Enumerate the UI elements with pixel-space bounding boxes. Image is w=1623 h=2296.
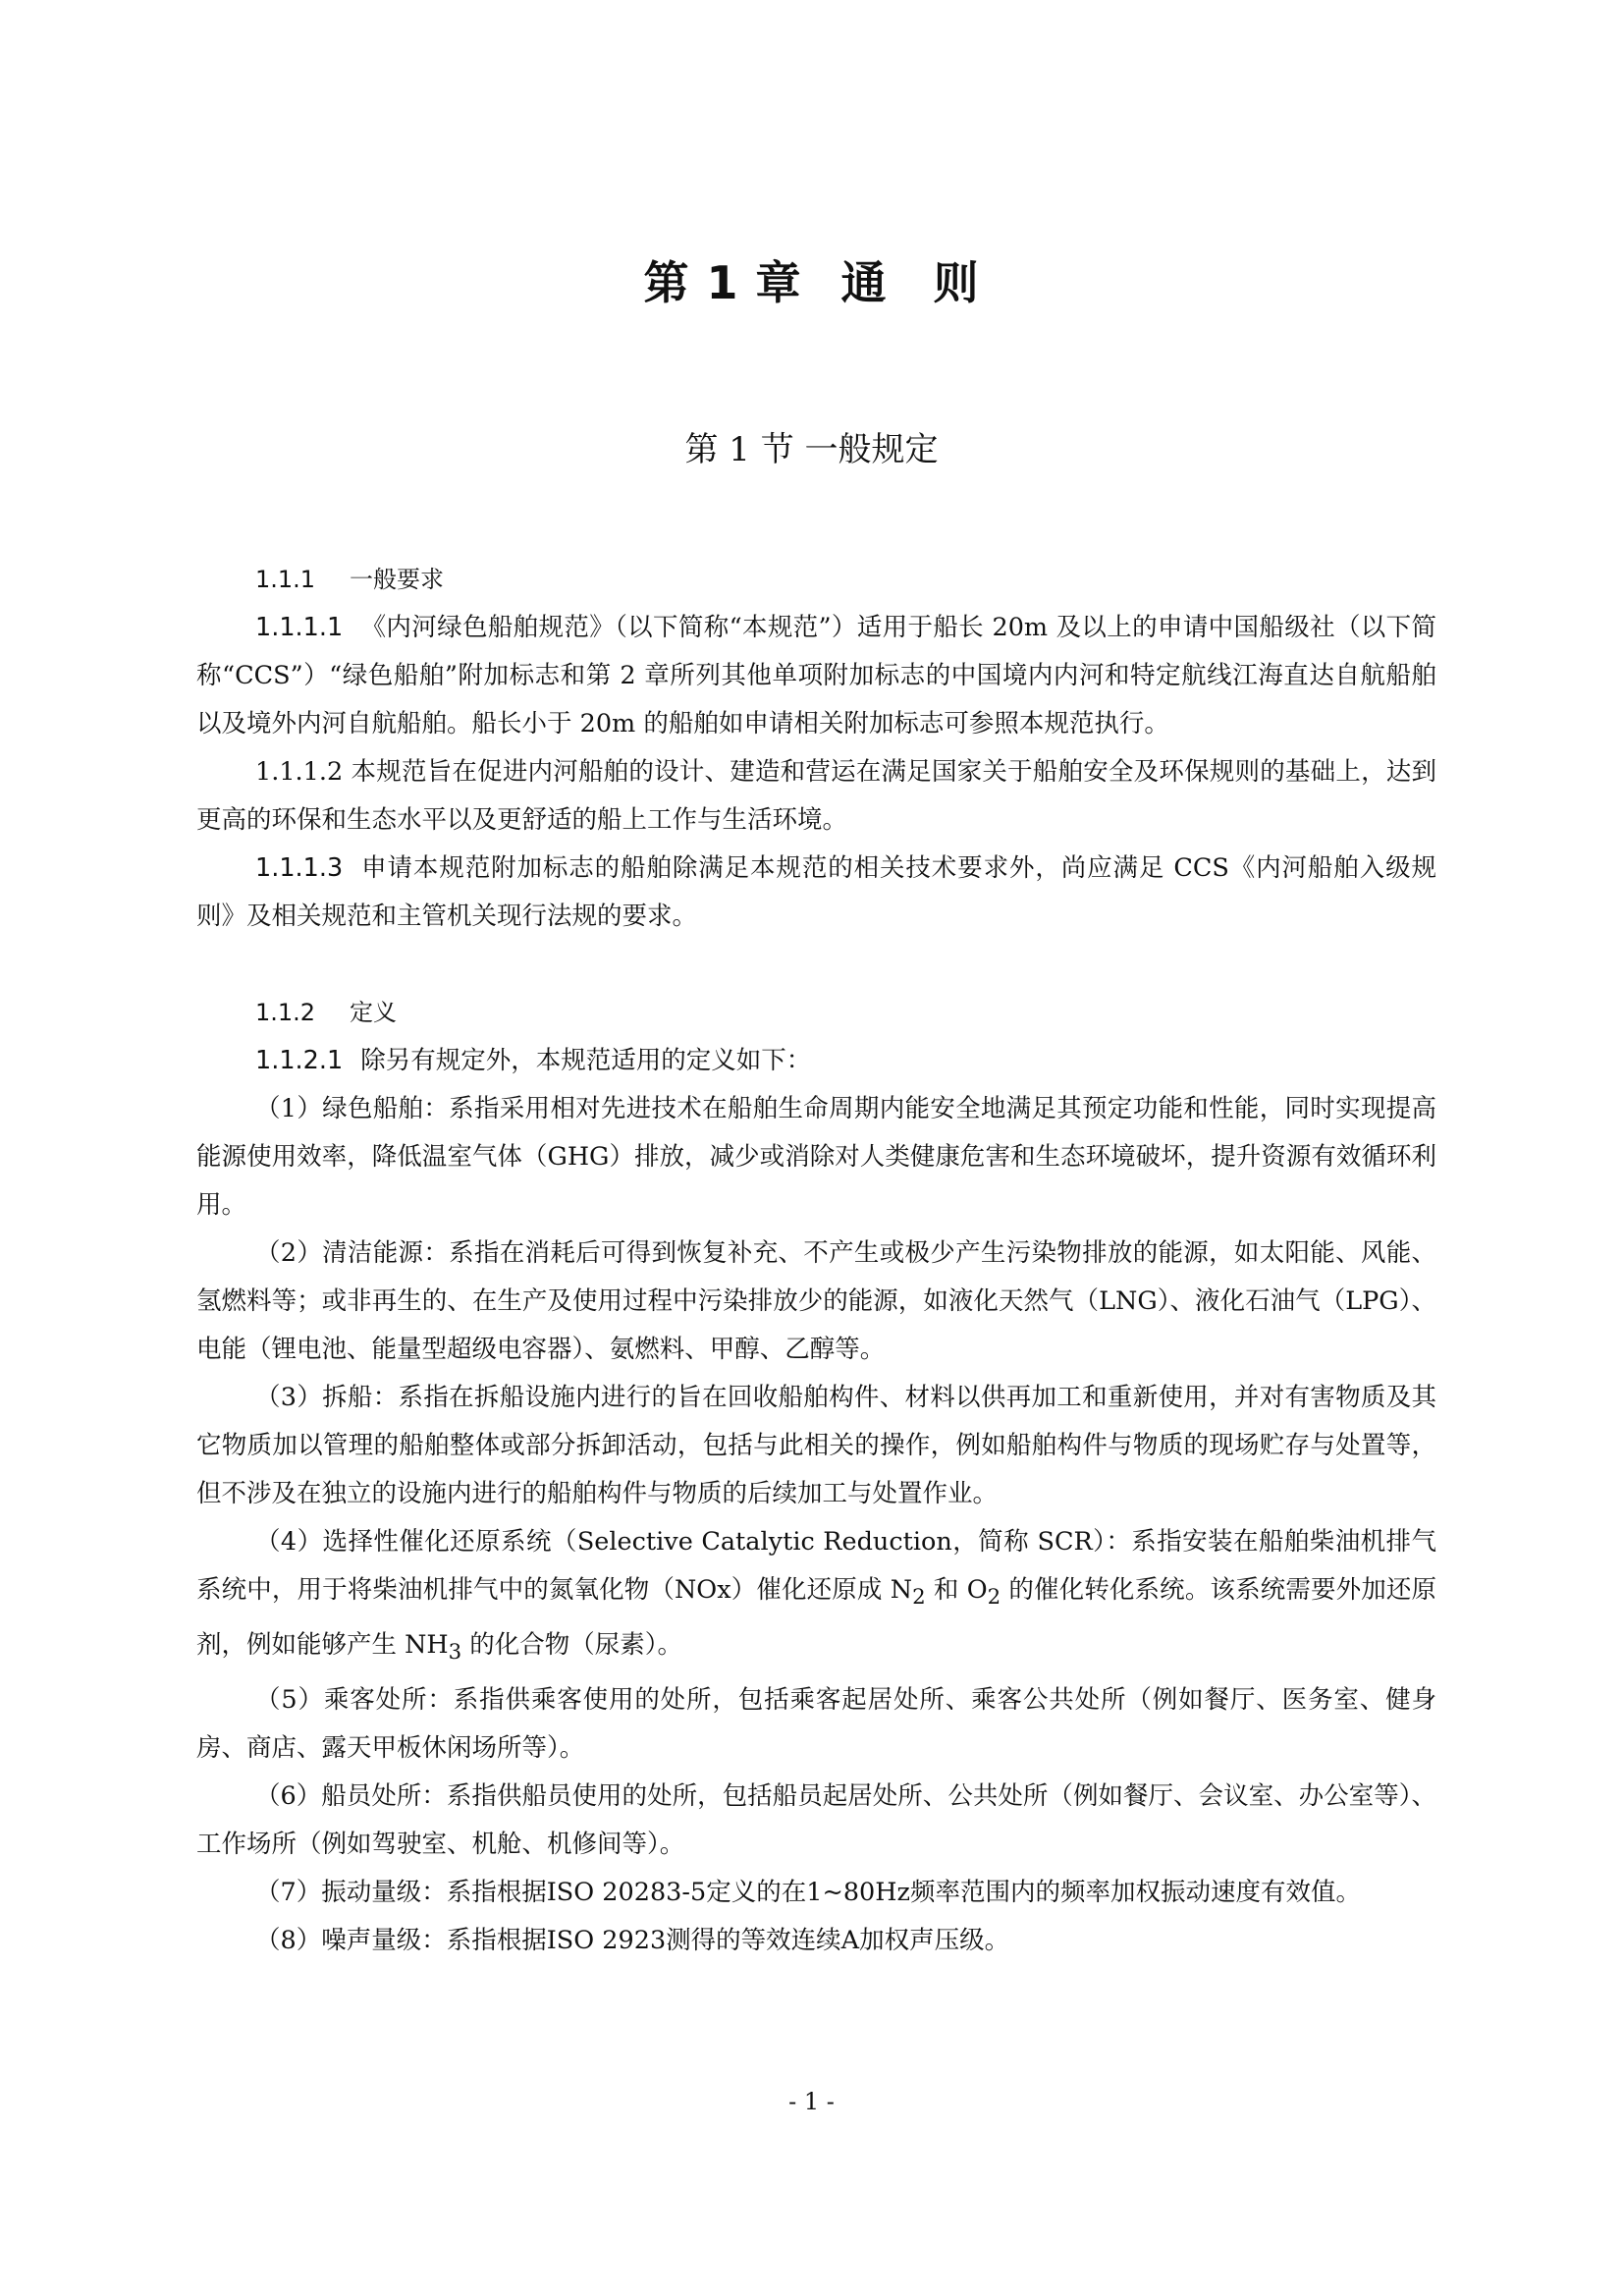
chapter-name: 通 则	[840, 256, 980, 309]
clause-number: 1.1.2.1	[255, 1046, 344, 1075]
clause-text: 《内河绿色船舶规范》（以下简称“本规范”）适用于船长 20m 及以上的申请中国船级社（以下简称“CCS”）“绿色船舶”附加标志和第 2 章所列其他单项附加标志的中国境内内河和特定航线江海直达自航船舶以及境外内河自航船舶。船长小于 20m 的船舶如申请相关附加标志可参照本规范执行。	[196, 613, 1436, 738]
definition-4-text-a: （4）选择性催化还原系统（Selective Catalytic Reduction，简称 SCR）：系指安装在船舶柴油机排气系统中，用于将柴油机排气中的氮氧化物（NOx）催化还原成 N	[196, 1527, 1436, 1605]
definition-7: （7）振动量级：系指根据ISO 20283-5定义的在1~80Hz频率范围内的频率加权振动速度有效值。	[255, 1878, 1361, 1908]
definition-4-text-b: 和 O	[925, 1575, 988, 1605]
subscript: 2	[987, 1585, 1001, 1611]
heading-number: 1.1.1	[255, 566, 316, 593]
definition-4-text-d: 的化合物（尿素）。	[461, 1630, 683, 1661]
clause-text: 本规范旨在促进内河船舶的设计、建造和营运在满足国家关于船舶安全及环保规则的基础上，达到更高的环保和生态水平以及更舒适的船上工作与生活环境。	[196, 757, 1436, 835]
clause-number: 1.1.1.3	[255, 853, 344, 883]
heading-text: 定义	[350, 999, 397, 1026]
clause-1-1-1-1	[196, 604, 1436, 748]
subsection-heading-1-1-1	[196, 556, 1436, 604]
document-body	[196, 556, 1436, 1965]
clause-text: 除另有规定外，本规范适用的定义如下：	[360, 1046, 812, 1075]
subscript: 3	[448, 1640, 462, 1666]
definition-4-text-c: 的催化转化系统。该系统需要外加还原剂，例如能够产生 NH	[196, 1575, 1436, 1661]
clause-number: 1.1.1.2	[255, 757, 344, 787]
definition-8: （8）噪声量级：系指根据ISO 2923测得的等效连续A加权声压级。	[255, 1926, 1010, 1956]
clause-1-1-2-1	[196, 1037, 1436, 1085]
subsection-heading-1-1-2	[196, 989, 1436, 1037]
chapter-title	[0, 247, 1623, 312]
page-number: - 1 -	[788, 2088, 835, 2115]
clause-number: 1.1.1.1	[255, 613, 344, 642]
heading-number: 1.1.2	[255, 999, 316, 1026]
clause-1-1-1-2	[196, 748, 1436, 845]
chapter-number: 第 1 章	[643, 256, 802, 309]
definition-6: （6）船员处所：系指供船员使用的处所，包括船员起居处所、公共处所（例如餐厅、会议室、办公室等）、工作场所（例如驾驶室、机舱、机修间等）。	[196, 1781, 1436, 1860]
definition-1: （1）绿色船舶：系指采用相对先进技术在船舶生命周期内能安全地满足其预定功能和性能，同时实现提高能源使用效率，降低温室气体（GHG）排放，减少或消除对人类健康危害和生态环境破坏，提升资源有效循环利用。	[196, 1094, 1436, 1220]
clause-1-1-1-3	[196, 845, 1436, 941]
section-title: 第 1 节 一般规定	[684, 430, 939, 469]
clause-text: 申请本规范附加标志的船舶除满足本规范的相关技术要求外，尚应满足 CCS《内河船舶入级规则》及相关规范和主管机关现行法规的要求。	[196, 853, 1436, 931]
definition-2: （2）清洁能源：系指在消耗后可得到恢复补充、不产生或极少产生污染物排放的能源，如太阳能、风能、氢燃料等；或非再生的、在生产及使用过程中污染排放少的能源，如液化天然气（LNG）、液化石油气（LPG）、电能（锂电池、能量型超级电容器）、氨燃料、甲醇、乙醇等。	[196, 1238, 1436, 1364]
definition-3: （3）拆船：系指在拆船设施内进行的旨在回收船舶构件、材料以供再加工和重新使用，并对有害物质及其它物质加以管理的船舶整体或部分拆卸活动，包括与此相关的操作，例如船舶构件与物质的现场贮存与处置等，但不涉及在独立的设施内进行的船舶构件与物质的后续加工与处置作业。	[196, 1383, 1436, 1508]
definition-4	[196, 1518, 1436, 1676]
spacer	[196, 941, 1436, 989]
heading-text: 一般要求	[350, 566, 444, 593]
definition-5: （5）乘客处所：系指供乘客使用的处所，包括乘客起居处所、乘客公共处所（例如餐厅、医务室、健身房、商店、露天甲板休闲场所等）。	[196, 1685, 1436, 1764]
subscript: 2	[912, 1585, 926, 1611]
